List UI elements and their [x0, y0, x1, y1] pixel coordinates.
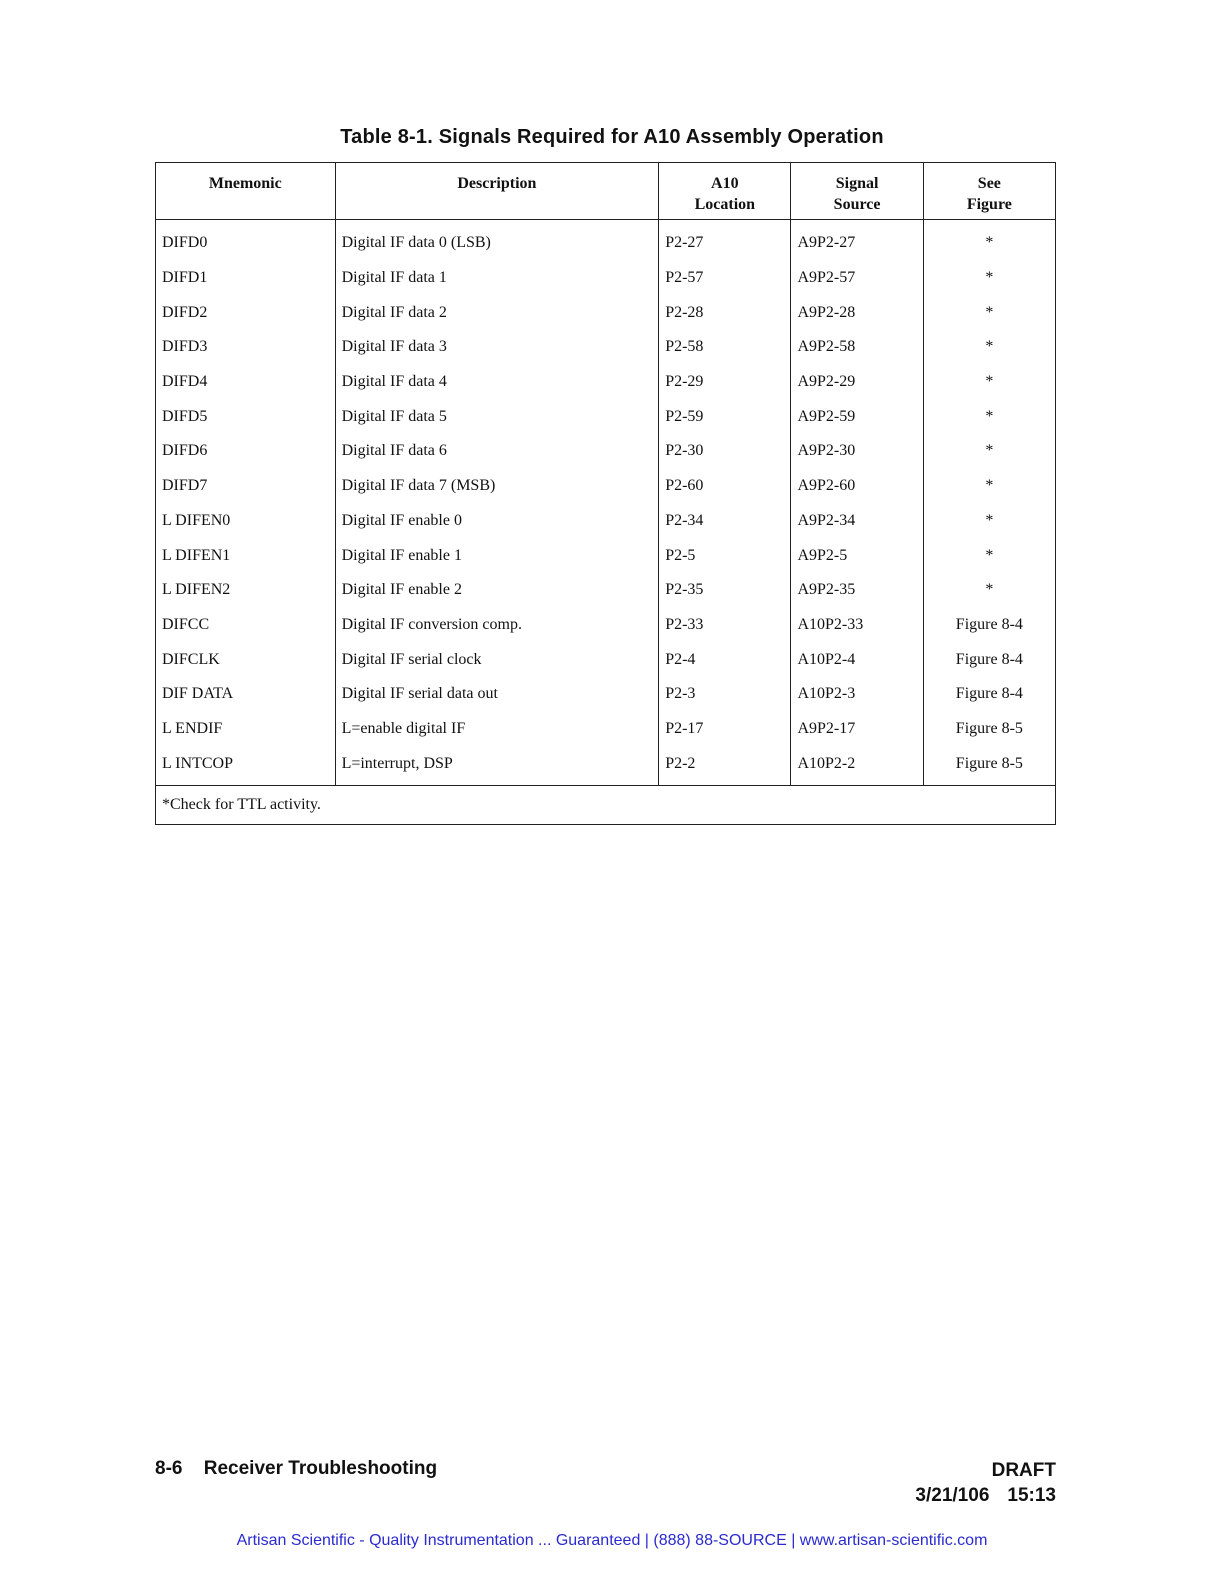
source-cell: A10P2-4 — [791, 642, 923, 677]
table-footnote-row — [156, 786, 1056, 825]
mnemonic-cell: DIFD1 — [162, 269, 208, 287]
figure-cell: * — [923, 330, 1055, 365]
location-cell: P2-35 — [659, 573, 791, 608]
source-cell: A10P2-2 — [791, 746, 923, 785]
description-cell: L=enable digital IF — [335, 712, 659, 747]
description-cell: L=interrupt, DSP — [335, 746, 659, 785]
figure-cell: * — [923, 261, 1055, 296]
description-cell: Digital IF data 5 — [335, 399, 659, 434]
draft-date: 3/21/106 — [915, 1485, 990, 1506]
mnemonic-cell: DIFD2 — [162, 303, 208, 321]
location-cell: P2-60 — [659, 469, 791, 504]
draft-datetime — [915, 1483, 1056, 1508]
table-body — [156, 220, 1056, 786]
mnemonic-cell: DIFD0 — [162, 234, 208, 252]
table-footnote: *Check for TTL activity. — [156, 786, 1056, 825]
figure-cell: Figure 8-5 — [923, 712, 1055, 747]
mnemonic-cell: DIFD4 — [162, 373, 208, 391]
table-row — [156, 746, 1056, 785]
column-header-line: Location — [694, 196, 756, 213]
location-cell: P2-58 — [659, 330, 791, 365]
description-cell: Digital IF data 2 — [335, 295, 659, 330]
figure-cell: * — [923, 220, 1055, 261]
description-cell: Digital IF data 4 — [335, 365, 659, 400]
page-footer-right — [915, 1458, 1056, 1508]
location-cell: P2-2 — [659, 746, 791, 785]
column-header-line: Figure — [966, 196, 1012, 213]
description-cell: Digital IF serial clock — [335, 642, 659, 677]
source-cell: A9P2-5 — [791, 538, 923, 573]
column-header-line: Source — [833, 196, 881, 213]
description-cell: Digital IF data 6 — [335, 434, 659, 469]
mnemonic-cell: DIFD6 — [162, 442, 208, 460]
mnemonic-cell: L DIFEN2 — [162, 581, 231, 599]
description-cell: Digital IF data 0 (LSB) — [335, 220, 659, 261]
table-row — [156, 573, 1056, 608]
figure-cell: Figure 8-4 — [923, 677, 1055, 712]
page-footer-left — [155, 1458, 437, 1480]
location-cell: P2-5 — [659, 538, 791, 573]
location-cell: P2-17 — [659, 712, 791, 747]
mnemonic-cell: L ENDIF — [162, 719, 223, 737]
table-header-row — [156, 163, 1056, 220]
mnemonic-cell: DIFD5 — [162, 407, 208, 425]
location-cell: P2-27 — [659, 220, 791, 261]
table-row — [156, 469, 1056, 504]
mnemonic-cell: DIFD3 — [162, 338, 208, 356]
figure-cell: * — [923, 538, 1055, 573]
description-cell: Digital IF data 3 — [335, 330, 659, 365]
source-cell: A9P2-28 — [791, 295, 923, 330]
location-cell: P2-30 — [659, 434, 791, 469]
column-header-line: Mnemonic — [208, 175, 282, 192]
column-header-signal-source — [791, 163, 923, 220]
table-row — [156, 330, 1056, 365]
column-header-description — [335, 163, 659, 220]
table-row — [156, 295, 1056, 330]
column-header-see-figure — [923, 163, 1055, 220]
table-row — [156, 677, 1056, 712]
figure-cell: Figure 8-4 — [923, 608, 1055, 643]
signals-table — [155, 162, 1056, 825]
description-cell: Digital IF enable 0 — [335, 504, 659, 539]
source-cell: A9P2-35 — [791, 573, 923, 608]
table-title: Table 8-1. Signals Required for A10 Assembly Operation — [340, 126, 884, 148]
figure-cell: * — [923, 573, 1055, 608]
description-cell: Digital IF conversion comp. — [335, 608, 659, 643]
figure-cell: * — [923, 399, 1055, 434]
description-cell: Digital IF serial data out — [335, 677, 659, 712]
table-row — [156, 220, 1056, 261]
source-cell: A9P2-29 — [791, 365, 923, 400]
mnemonic-cell: DIFCLK — [162, 650, 220, 668]
table-row — [156, 434, 1056, 469]
table-row — [156, 608, 1056, 643]
table-row — [156, 642, 1056, 677]
column-header-a10-location — [659, 163, 791, 220]
description-cell: Digital IF data 1 — [335, 261, 659, 296]
mnemonic-cell: DIF DATA — [162, 685, 234, 703]
figure-cell: * — [923, 434, 1055, 469]
mnemonic-cell: L DIFEN0 — [162, 511, 231, 529]
figure-cell: Figure 8-5 — [923, 746, 1055, 785]
mnemonic-cell: L DIFEN1 — [162, 546, 231, 564]
column-header-mnemonic — [156, 163, 336, 220]
source-cell: A9P2-59 — [791, 399, 923, 434]
description-cell: Digital IF data 7 (MSB) — [335, 469, 659, 504]
column-header-line: Signal — [835, 175, 879, 192]
location-cell: P2-29 — [659, 365, 791, 400]
mnemonic-cell: DIFD7 — [162, 477, 208, 495]
table-row — [156, 399, 1056, 434]
location-cell: P2-59 — [659, 399, 791, 434]
table-row — [156, 365, 1056, 400]
location-cell: P2-34 — [659, 504, 791, 539]
figure-cell: * — [923, 365, 1055, 400]
section-name: Receiver Troubleshooting — [203, 1458, 438, 1479]
location-cell: P2-3 — [659, 677, 791, 712]
column-header-line: See — [977, 175, 1001, 192]
vendor-banner[interactable]: Artisan Scientific - Quality Instrumentation ... Guaranteed | (888) 88-SOURCE | www.artisan-scientific.com — [236, 1532, 988, 1549]
figure-cell: * — [923, 504, 1055, 539]
draft-time: 15:13 — [1007, 1485, 1056, 1506]
draft-label: DRAFT — [991, 1460, 1056, 1481]
figure-cell: * — [923, 295, 1055, 330]
table-row — [156, 504, 1056, 539]
location-cell: P2-57 — [659, 261, 791, 296]
table-row — [156, 538, 1056, 573]
location-cell: P2-28 — [659, 295, 791, 330]
mnemonic-cell: L INTCOP — [162, 754, 233, 772]
figure-cell: Figure 8-4 — [923, 642, 1055, 677]
page-number: 8-6 — [155, 1458, 183, 1479]
location-cell: P2-4 — [659, 642, 791, 677]
source-cell: A9P2-57 — [791, 261, 923, 296]
source-cell: A9P2-34 — [791, 504, 923, 539]
table-row — [156, 712, 1056, 747]
mnemonic-cell: DIFCC — [162, 615, 210, 633]
location-cell: P2-33 — [659, 608, 791, 643]
source-cell: A10P2-33 — [791, 608, 923, 643]
description-cell: Digital IF enable 2 — [335, 573, 659, 608]
source-cell: A9P2-27 — [791, 220, 923, 261]
column-header-line: Description — [457, 175, 537, 192]
source-cell: A9P2-58 — [791, 330, 923, 365]
description-cell: Digital IF enable 1 — [335, 538, 659, 573]
figure-cell: * — [923, 469, 1055, 504]
source-cell: A9P2-17 — [791, 712, 923, 747]
source-cell: A10P2-3 — [791, 677, 923, 712]
source-cell: A9P2-30 — [791, 434, 923, 469]
source-cell: A9P2-60 — [791, 469, 923, 504]
table-row — [156, 261, 1056, 296]
column-header-line: A10 — [711, 175, 739, 192]
